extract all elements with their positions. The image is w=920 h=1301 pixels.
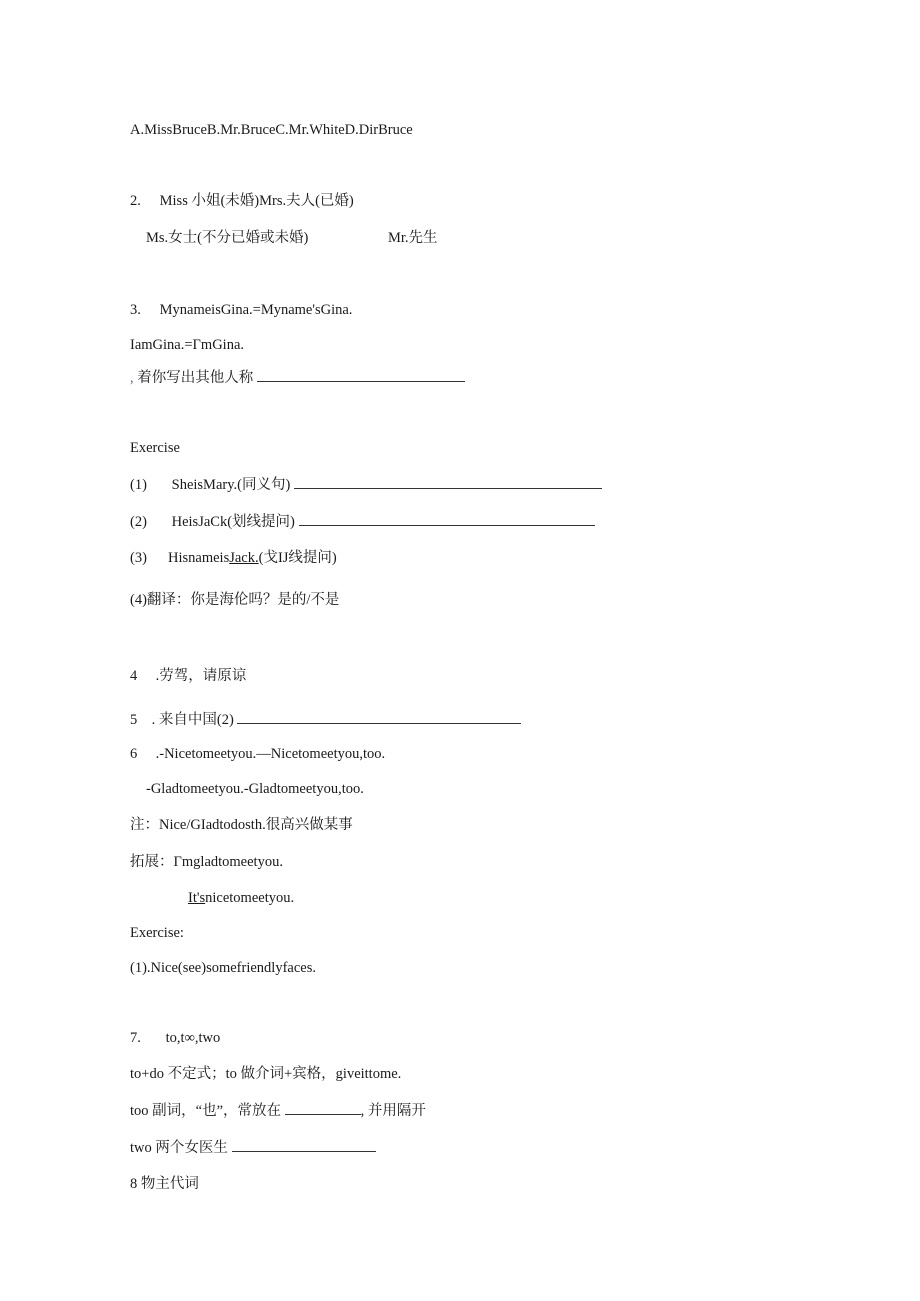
item-3-prompt: 着你写出其他人称 xyxy=(137,370,254,386)
exercise-1-q1-number: (1) xyxy=(130,477,147,493)
item-6-extension: 拓展：Γmgladtomeetyou. xyxy=(130,854,283,870)
item-7-line3-post: , 并用隔开 xyxy=(360,1103,426,1119)
exercise-1-q3-pre: Hisnameis xyxy=(168,550,230,566)
item-2-number: 2. xyxy=(130,193,141,209)
item-3-line3 xyxy=(130,368,465,387)
item-7-line2: to+do 不定式；to 做介词+宾格，giveittome. xyxy=(130,1066,402,1082)
item-3-line2: IamGina.=ΓmGina. xyxy=(130,337,245,353)
item-2-mr: Mr.先生 xyxy=(388,230,438,246)
item-3-text: MynameisGina.=Myname'sGina. xyxy=(159,302,353,318)
item-6-extension-2 xyxy=(188,889,294,907)
item-2-ms: Ms.女士(不分已婚或未婚) xyxy=(146,230,309,246)
exercise-1-q4: (4)翻译：你是海伦吗？是的/不是 xyxy=(130,592,340,608)
item-7-line4 xyxy=(130,1138,376,1157)
item-5 xyxy=(130,710,521,729)
item-3-number: 3. xyxy=(130,302,141,318)
item-7-line4-text: two 两个女医生 xyxy=(130,1140,228,1156)
item-7-blank[interactable] xyxy=(285,1101,361,1115)
item-7-line3-pre: too 副词，“也”，常放在 xyxy=(130,1103,282,1119)
item-3-blank[interactable] xyxy=(257,368,465,382)
item-7 xyxy=(130,1029,220,1047)
item-6-extension-2-text: nicetomeetyou. xyxy=(205,890,295,906)
exercise-2-title: Exercise: xyxy=(130,925,184,941)
item-7-line4-blank[interactable] xyxy=(232,1138,376,1152)
item-5-text: . 来自中国(2) xyxy=(151,712,234,728)
item-2 xyxy=(130,192,354,210)
item-7-number: 7. xyxy=(130,1030,141,1046)
item-3 xyxy=(130,301,352,319)
item-6-extension-2-underlined: It's xyxy=(188,890,206,906)
item-4-number: 4 xyxy=(130,668,138,684)
item-5-blank[interactable] xyxy=(237,710,521,724)
exercise-1-q1-text: SheisMary.(同义句) xyxy=(171,477,291,493)
exercise-2-q1: (1).Nice(see)somefriendlyfaces. xyxy=(130,960,316,976)
item-5-number: 5 xyxy=(130,712,138,728)
item-7-text: to,t∞,two xyxy=(165,1030,221,1046)
item-3-mark: , xyxy=(130,370,134,386)
item-8: 8 物主代词 xyxy=(130,1176,199,1192)
exercise-1-q1-blank[interactable] xyxy=(294,475,602,489)
exercise-1-q2-blank[interactable] xyxy=(299,512,595,526)
item-4-text: .劳驾，请原谅 xyxy=(155,668,247,684)
item-2-text: Miss 小姐(未婚)Mrs.夫人(已婚) xyxy=(159,193,354,209)
exercise-1-title: Exercise xyxy=(130,440,180,456)
item-6-line2: -Gladtomeetyou.-Gladtomeetyou,too. xyxy=(146,781,364,797)
item-6 xyxy=(130,745,385,763)
exercise-1-q3 xyxy=(130,549,337,567)
exercise-1-q2-text: HeisJaCk(划线提问) xyxy=(171,514,295,530)
exercise-1-q3-underlined: Jack. xyxy=(229,550,259,566)
exercise-1-q3-number: (3) xyxy=(130,550,147,566)
exercise-1-q2 xyxy=(130,512,595,531)
exercise-1-q3-post: (戈IJ线提问) xyxy=(258,550,337,566)
item-6-text: .-Nicetomeetyou.—Nicetomeetyou,too. xyxy=(155,746,386,762)
item-7-line3 xyxy=(130,1101,426,1120)
exercise-1-q2-number: (2) xyxy=(130,514,147,530)
answer-options: A.MissBruceB.Mr.BruceC.Mr.WhiteD.DirBruce xyxy=(130,122,413,138)
item-6-number: 6 xyxy=(130,746,138,762)
item-4 xyxy=(130,667,246,685)
exercise-1-q1 xyxy=(130,475,602,494)
item-6-note: 注：Nice/GIadtodosth.很高兴做某事 xyxy=(130,817,353,833)
